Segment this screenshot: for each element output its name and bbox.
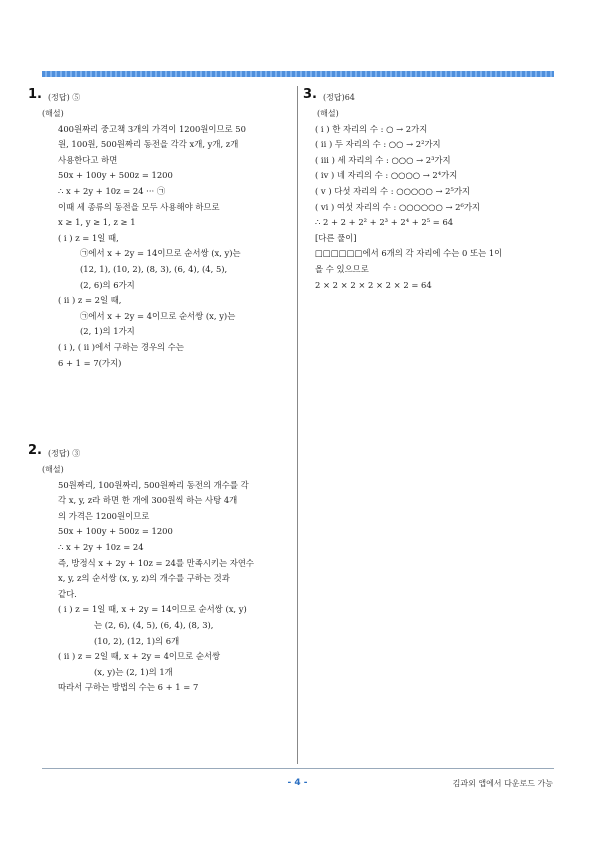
explanation-body (58, 122, 290, 372)
text-line: 올 수 있으므로 (315, 263, 369, 274)
text-line: 각 x, y, z라 하면 한 개에 300원씩 하는 사탕 4개 (58, 495, 238, 506)
problem-3 (303, 88, 553, 293)
text-line: ㉠에서 x + 2y = 14이므로 순서쌍 (x, y)는 (80, 248, 241, 259)
result-line: 따라서 구하는 방법의 수는 6 + 1 = 7 (58, 682, 199, 693)
problem-2 (28, 444, 290, 696)
text-line: ( i ), ( ii )에서 구하는 경우의 수는 (58, 341, 184, 352)
text-line: (x, y)는 (2, 1)의 1개 (94, 666, 173, 677)
case-heading: ( ii ) z = 2일 때, x + 2y = 4이므로 순서쌍 (58, 651, 221, 662)
page-number: - 4 - (287, 778, 308, 788)
text-line: 400원짜리 중고책 3개의 가격이 1200원이므로 50 (58, 123, 246, 134)
text-line: 원, 100원, 500원짜리 동전을 각각 x개, y개, z개 (58, 139, 239, 150)
case-line: ( ii ) 두 자리의 수 : ○○ → 2²가지 (315, 139, 441, 150)
text-line: 같다. (58, 588, 77, 599)
problem-3-header (303, 88, 553, 106)
text-line: 의 가격은 1200원이므로 (58, 510, 150, 521)
text-line: 이때 세 종류의 동전을 모두 사용해야 하므로 (58, 201, 220, 212)
equation-line: x ≥ 1, y ≥ 1, z ≥ 1 (58, 217, 136, 228)
text-line: 50원짜리, 100원짜리, 500원짜리 동전의 개수를 각 (58, 479, 249, 490)
problem-2-header (28, 444, 290, 462)
problem-number: 3. (303, 87, 317, 102)
equation-line: 50x + 100y + 500z = 1200 (58, 170, 173, 181)
result-line: 2 × 2 × 2 × 2 × 2 × 2 = 64 (315, 279, 432, 290)
text-line: (2, 6)의 6가지 (80, 279, 135, 290)
explanation-label: (해설) (42, 109, 64, 118)
problem-1-header (28, 88, 290, 106)
text-line: □□□□□□에서 6개의 각 자리에 수는 0 또는 1이 (315, 248, 503, 259)
equation-line: ∴ x + 2y + 10z = 24 ··· ㉠ (58, 185, 166, 196)
column-divider (297, 86, 298, 764)
case-heading: ( i ) z = 1일 때, x + 2y = 14이므로 순서쌍 (x, y) (58, 604, 247, 615)
text-line: (2, 1)의 1가지 (80, 326, 135, 337)
text-line: 즉, 방정식 x + 2y + 10z = 24를 만족시키는 자연수 (58, 557, 255, 568)
explanation-label: (해설) (42, 465, 64, 474)
text-line: (12, 1), (10, 2), (8, 3), (6, 4), (4, 5), (80, 263, 228, 274)
text-line: (10, 2), (12, 1)의 6개 (94, 635, 180, 646)
footer-note: 김과외 앱에서 다운로드 가능 (452, 779, 553, 788)
result-line: 6 + 1 = 7(가지) (58, 357, 122, 368)
alt-solution-heading: [다른 풀이] (315, 232, 357, 243)
answer-label: (정답) ⑤ (48, 93, 81, 102)
text-line: 는 (2, 6), (4, 5), (6, 4), (8, 3), (94, 619, 214, 630)
equation-line: ∴ x + 2y + 10z = 24 (58, 541, 144, 552)
header-accent-bar (42, 71, 554, 77)
case-line: ( iii ) 세 자리의 수 : ○○○ → 2³가지 (315, 154, 451, 165)
problem-number: 2. (28, 443, 42, 458)
answer-label: (정답) ③ (48, 449, 81, 458)
explanation-label: (해설) (317, 109, 339, 118)
problem-number: 1. (28, 87, 42, 102)
case-heading: ( ii ) z = 2일 때, (58, 295, 122, 306)
case-line: ( v ) 다섯 자리의 수 : ○○○○○ → 2⁵가지 (315, 185, 471, 196)
case-line: ( iv ) 네 자리의 수 : ○○○○ → 2⁴가지 (315, 170, 458, 181)
answer-label: (정답)64 (323, 93, 355, 102)
text-line: x, y, z의 순서쌍 (x, y, z)의 개수를 구하는 것과 (58, 573, 230, 584)
equation-line: ∴ 2 + 2 + 2² + 2³ + 2⁴ + 2⁵ = 64 (315, 217, 454, 228)
footer-divider (42, 768, 554, 769)
case-heading: ( i ) z = 1일 때, (58, 232, 119, 243)
text-line: ㉠에서 x + 2y = 4이므로 순서쌍 (x, y)는 (80, 310, 236, 321)
explanation-body (58, 478, 290, 696)
explanation-body (315, 122, 553, 294)
text-line: 사용한다고 하면 (58, 154, 118, 165)
equation-line: 50x + 100y + 500z = 1200 (58, 526, 173, 537)
problem-1 (28, 88, 290, 371)
case-line: ( i ) 한 자리의 수 : ○ → 2가지 (315, 123, 428, 134)
case-line: ( vi ) 여섯 자리의 수 : ○○○○○○ → 2⁶가지 (315, 201, 480, 212)
